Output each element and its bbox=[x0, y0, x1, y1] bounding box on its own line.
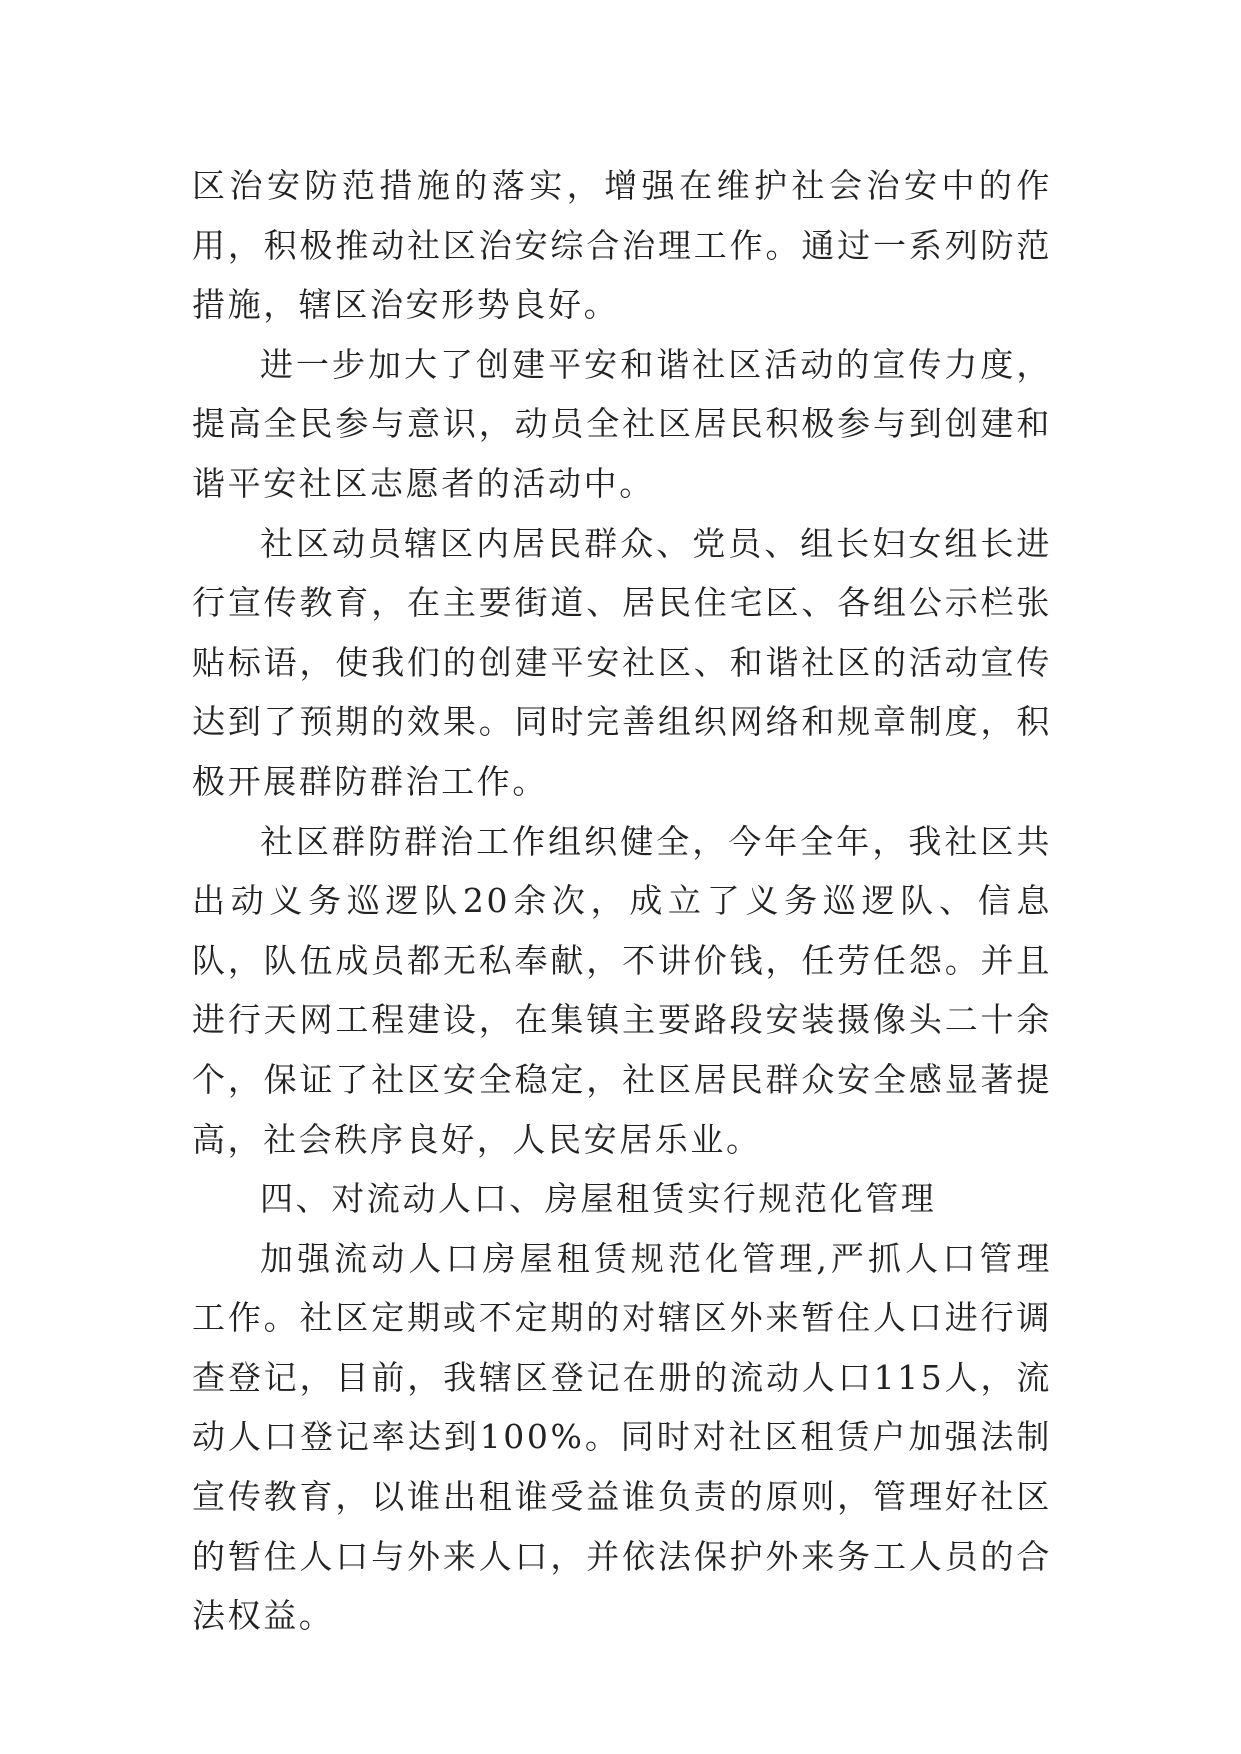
paragraph-5: 加强流动人口房屋租赁规范化管理,严抓人口管理工作。社区定期或不定期的对辖区外来暂住人口进行调查登记，目前，我辖区登记在册的流动人口115人，流动人口登记率达到100%。同时对社区租赁户加强法制宣传教育，以谁出租谁受益谁负责的原则，管理好社区的暂住人口与外来人口，并依法保护外来务工人员的合法权益。 bbox=[192, 1238, 1052, 1636]
section-heading: 四、对流动人口、房屋租赁实行规范化管理 bbox=[260, 1179, 937, 1219]
paragraph-2: 进一步加大了创建平安和谐社区活动的宣传力度，提高全民参与意识，动员全社区居民积极参与到创建和谐平安社区志愿者的活动中。 bbox=[192, 344, 1052, 503]
paragraph-1: 区治安防范措施的落实，增强在维护社会治安中的作用，积极推动社区治安综合治理工作。通过一系列防范措施，辖区治安形势良好。 bbox=[192, 166, 1052, 325]
paragraph-4: 社区群防群治工作组织健全，今年全年，我社区共出动义务巡逻队20余次，成立了义务巡逻队、信息队，队伍成员都无私奉献，不讲价钱，任劳任怨。并且进行天网工程建设，在集镇主要路段安装摄像头二十余个，保证了社区安全稳定，社区居民群众安全感显著提高，社会秩序良好，人民安居乐业。 bbox=[192, 821, 1052, 1159]
paragraph-3: 社区动员辖区内居民群众、党员、组长妇女组长进行宣传教育，在主要街道、居民住宅区、各组公示栏张贴标语，使我们的创建平安社区、和谐社区的活动宣传达到了预期的效果。同时完善组织网络和规章制度，积极开展群防群治工作。 bbox=[192, 523, 1052, 801]
document-body bbox=[192, 156, 1052, 1646]
